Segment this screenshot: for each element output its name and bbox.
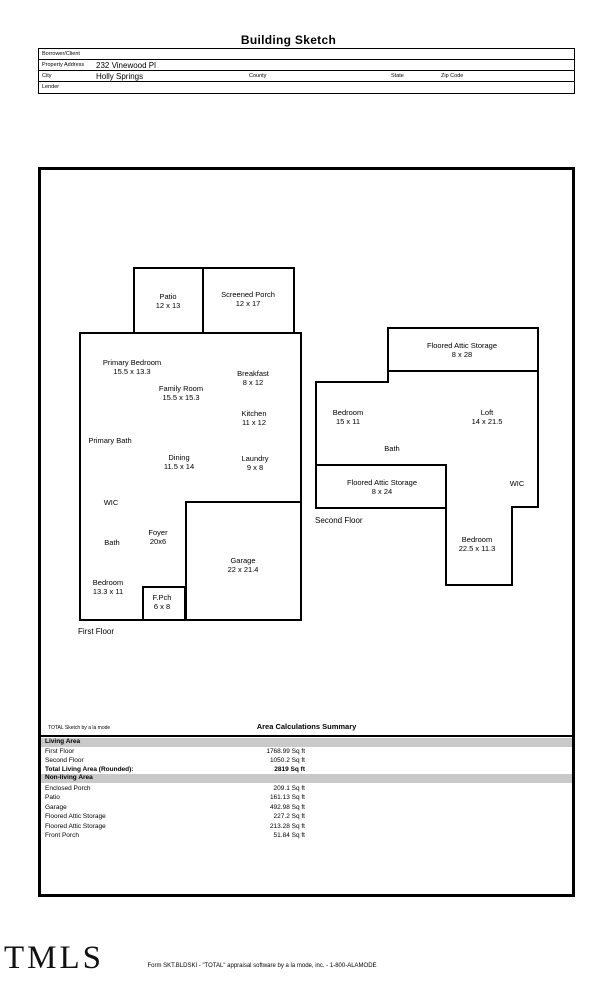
summary-row-attic-storage-2: Floored Attic Storage 213.28 Sq ft bbox=[45, 823, 305, 830]
row-city-state-zip bbox=[39, 71, 574, 82]
room-label-wic-second: WIC bbox=[509, 479, 525, 488]
zip-code-label: Zip Code bbox=[441, 73, 464, 79]
row-borrower bbox=[39, 49, 574, 60]
floor-plan-drawing bbox=[41, 170, 572, 640]
room-label-bedroom-15x11: Bedroom 15 x 11 bbox=[332, 408, 364, 426]
county-label: County bbox=[249, 73, 267, 79]
summary-row-front-porch: Front Porch 51.84 Sq ft bbox=[45, 832, 305, 839]
nonliving-area-header: Non-living Area bbox=[41, 774, 572, 783]
room-label-foyer: Foyer 20x6 bbox=[148, 528, 168, 546]
room-label-garage: Garage 22 x 21.4 bbox=[227, 556, 259, 574]
tmls-logo: TMLS bbox=[4, 940, 105, 976]
property-address-label: Property Address bbox=[42, 62, 85, 68]
form-footer-line: Form SKT.BLDSKI - "TOTAL" appraisal software by a la mode, inc. - 1-800-ALAMODE bbox=[147, 963, 377, 969]
room-label-laundry: Laundry 9 x 8 bbox=[241, 454, 269, 472]
room-label-breakfast: Breakfast 8 x 12 bbox=[237, 369, 269, 387]
room-label-bedroom-22x11: Bedroom 22.5 x 11.3 bbox=[458, 535, 496, 553]
summary-row-total-living: Total Living Area (Rounded): 2819 Sq ft bbox=[45, 766, 305, 773]
city-value: Holly Springs bbox=[96, 72, 144, 81]
property-address-value: 232 Vinewood Pl bbox=[96, 61, 156, 70]
summary-row-patio: Patio 161.13 Sq ft bbox=[45, 794, 305, 801]
area-calculations-title: Area Calculations Summary bbox=[256, 722, 357, 731]
room-label-family-room: Family Room 15.5 x 15.3 bbox=[158, 384, 204, 402]
room-label-dining: Dining 11.5 x 14 bbox=[163, 453, 195, 471]
room-label-attic-8x28: Floored Attic Storage 8 x 28 bbox=[426, 341, 498, 359]
room-label-wic-first: WIC bbox=[103, 498, 119, 507]
summary-row-garage: Garage 492.98 Sq ft bbox=[45, 804, 305, 811]
summary-row-first-floor: First Floor 1768.99 Sq ft bbox=[45, 748, 305, 755]
first-floor-caption: First Floor bbox=[78, 627, 114, 636]
summary-divider bbox=[40, 735, 573, 737]
room-label-bedroom-first: Bedroom 13.3 x 11 bbox=[92, 578, 124, 596]
sketch-frame bbox=[38, 167, 575, 897]
room-label-primary-bath: Primary Bath bbox=[88, 436, 132, 445]
total-sketch-brand-note: TOTAL Sketch by a la mode bbox=[48, 725, 111, 731]
summary-row-attic-storage-1: Floored Attic Storage 227.2 Sq ft bbox=[45, 813, 305, 820]
room-label-primary-bedroom: Primary Bedroom 15.5 x 13.3 bbox=[102, 358, 162, 376]
city-label: City bbox=[42, 73, 52, 79]
summary-row-enclosed-porch: Enclosed Porch 209.1 Sq ft bbox=[45, 785, 305, 792]
room-label-patio: Patio 12 x 13 bbox=[155, 292, 181, 310]
summary-row-second-floor: Second Floor 1050.2 Sq ft bbox=[45, 757, 305, 764]
living-area-header: Living Area bbox=[41, 738, 572, 747]
state-label: State bbox=[391, 73, 404, 79]
room-label-loft: Loft 14 x 21.5 bbox=[471, 408, 503, 426]
room-label-bath-first: Bath bbox=[104, 538, 120, 547]
room-label-kitchen: Kitchen 11 x 12 bbox=[241, 409, 267, 427]
row-lender bbox=[39, 82, 574, 93]
row-property-address bbox=[39, 60, 574, 71]
second-floor-caption: Second Floor bbox=[315, 516, 363, 525]
room-label-front-porch: F.Pch 6 x 8 bbox=[152, 593, 172, 611]
borrower-label: Borrower/Client bbox=[42, 51, 80, 57]
page-title: Building Sketch bbox=[240, 33, 337, 47]
room-label-attic-8x24: Floored Attic Storage 8 x 24 bbox=[346, 478, 418, 496]
room-label-screened-porch: Screened Porch 12 x 17 bbox=[221, 290, 275, 308]
lender-label: Lender bbox=[42, 84, 60, 90]
room-label-bath-second: Bath bbox=[384, 444, 400, 453]
header-table bbox=[38, 48, 575, 94]
